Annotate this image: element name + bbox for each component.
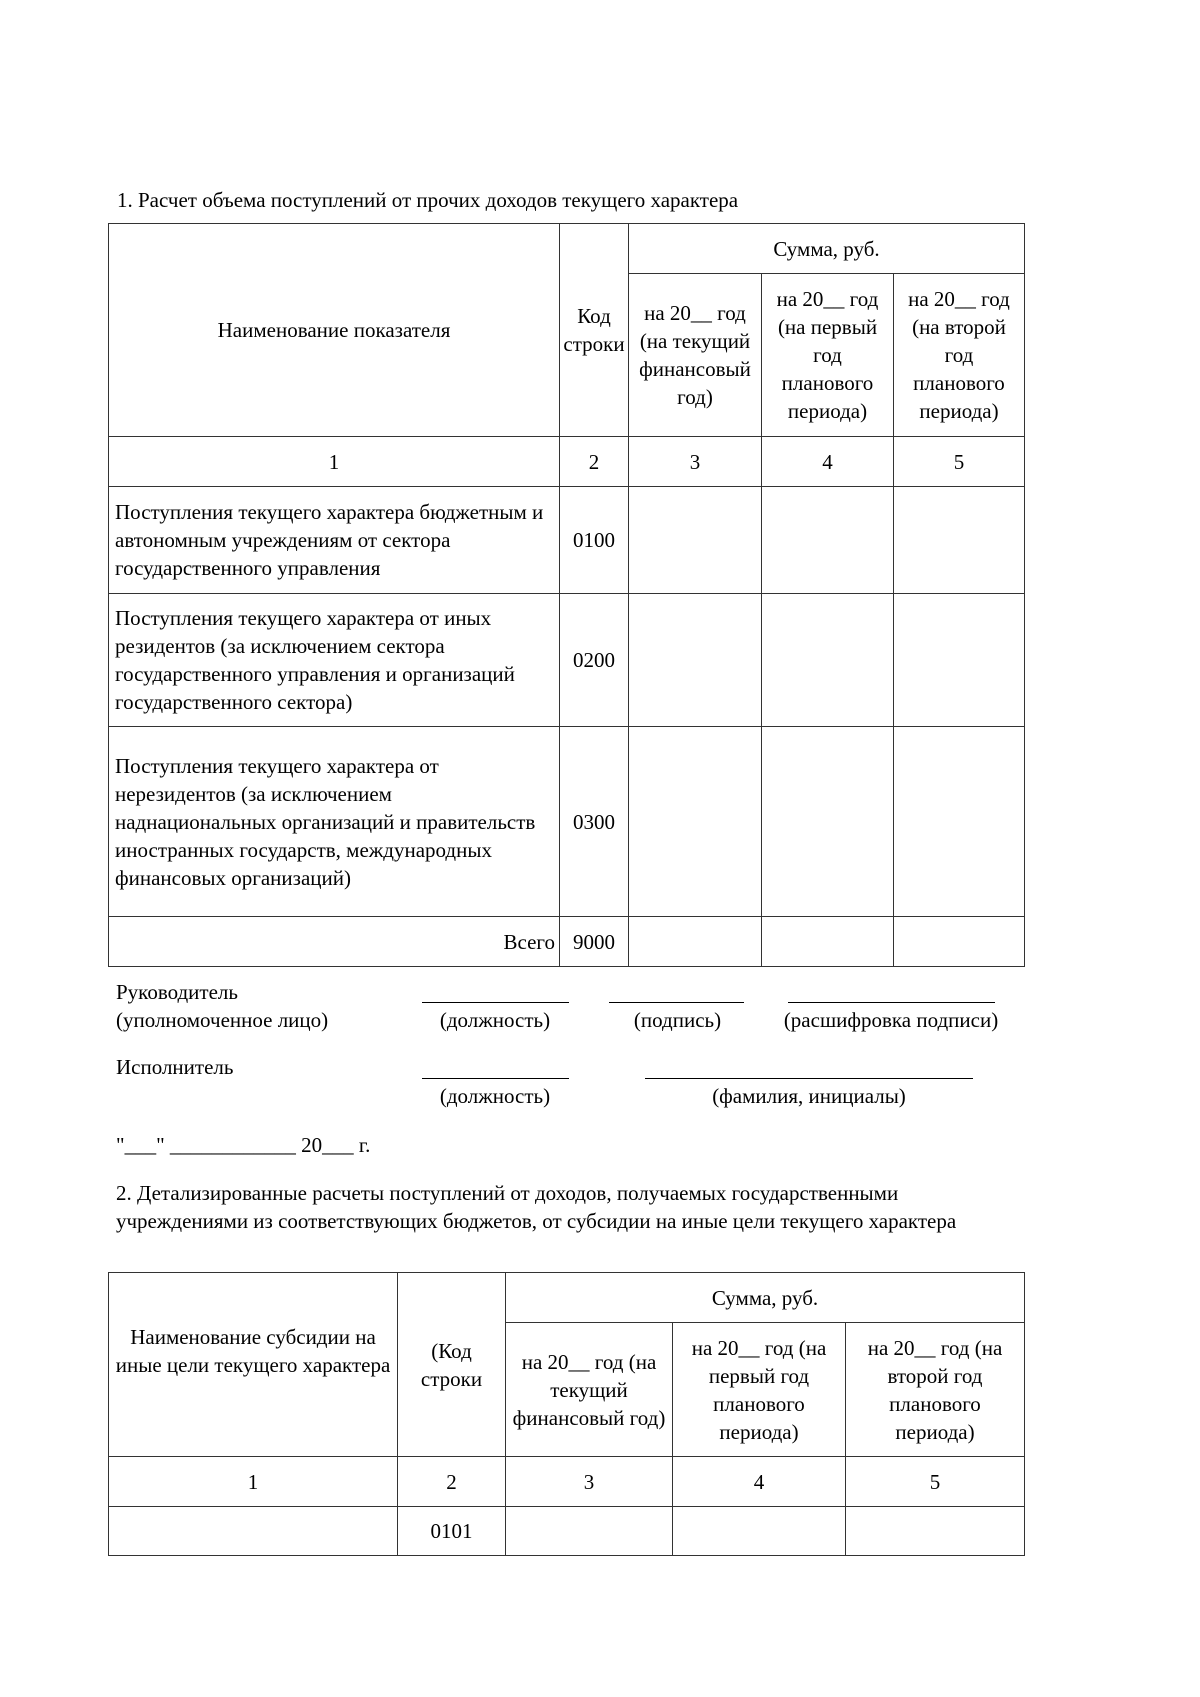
- value-cell[interactable]: [894, 594, 1025, 727]
- decoding-caption: (расшифровка подписи): [783, 1008, 999, 1032]
- header-year-first-plan: на 20__ год (на первый год планового периода): [762, 274, 894, 437]
- column-number: 3: [506, 1457, 673, 1507]
- value-cell[interactable]: [762, 487, 894, 594]
- row-name[interactable]: [109, 1507, 398, 1556]
- position-line[interactable]: [422, 1002, 569, 1003]
- header-year-second-plan: на 20__ год (на второй год планового периода): [846, 1323, 1025, 1457]
- total-code: 9000: [560, 917, 629, 967]
- section2-table: [108, 1272, 1025, 1556]
- value-cell[interactable]: [629, 594, 762, 727]
- header-line-code: (Код строки: [398, 1273, 506, 1457]
- row-name: Поступления текущего характера бюджетным и автономным учреждениям от сектора государственного управления: [109, 487, 560, 594]
- column-number: 2: [560, 437, 629, 487]
- value-cell[interactable]: [629, 487, 762, 594]
- column-number: 5: [894, 437, 1025, 487]
- executor-position-caption: (должность): [439, 1084, 551, 1108]
- name-initials-line[interactable]: [645, 1078, 973, 1079]
- column-number: 3: [629, 437, 762, 487]
- value-cell[interactable]: [762, 917, 894, 967]
- table-row: [109, 487, 1025, 594]
- total-row: [109, 917, 1025, 967]
- value-cell[interactable]: [506, 1507, 673, 1556]
- value-cell[interactable]: [629, 727, 762, 917]
- header-sum: Сумма, руб.: [506, 1273, 1025, 1323]
- value-cell[interactable]: [846, 1507, 1025, 1556]
- date-line[interactable]: "___" ____________ 20___ г.: [116, 1133, 371, 1157]
- column-number: 2: [398, 1457, 506, 1507]
- value-cell[interactable]: [894, 917, 1025, 967]
- value-cell[interactable]: [762, 594, 894, 727]
- value-cell[interactable]: [762, 727, 894, 917]
- header-line-code: Код строки: [560, 224, 629, 437]
- row-code: 0200: [560, 594, 629, 727]
- position-caption: (должность): [439, 1008, 551, 1032]
- header-subsidy-name: Наименование субсидии на иные цели текущего характера: [109, 1273, 398, 1457]
- column-number: 4: [673, 1457, 846, 1507]
- section2-title: 2. Детализированные расчеты поступлений от доходов, получаемых государственными учреждениями из соответствующих бюджетов, от субсидии на иные цели текущего характера: [116, 1181, 957, 1233]
- executor-position-line[interactable]: [422, 1078, 569, 1079]
- value-cell[interactable]: [629, 917, 762, 967]
- section1-table: [108, 223, 1025, 967]
- signature-line[interactable]: [609, 1002, 744, 1003]
- value-cell[interactable]: [894, 727, 1025, 917]
- executor-label: Исполнитель: [116, 1055, 234, 1079]
- decoding-line[interactable]: [788, 1002, 995, 1003]
- row-name: Поступления текущего характера от нерезидентов (за исключением наднациональных организаций и правительств иностранных государств, международных финансовых организаций): [109, 727, 560, 917]
- name-initials-caption: (фамилия, инициалы): [712, 1084, 906, 1108]
- section1-title: 1. Расчет объема поступлений от прочих доходов текущего характера: [117, 188, 739, 212]
- value-cell[interactable]: [673, 1507, 846, 1556]
- head-label-sub: (уполномоченное лицо): [116, 1008, 329, 1032]
- column-number: 4: [762, 437, 894, 487]
- row-code: 0300: [560, 727, 629, 917]
- column-numbers-row: [109, 1457, 1025, 1507]
- row-name: Поступления текущего характера от иных резидентов (за исключением сектора государственного управления и организаций государственного сектора): [109, 594, 560, 727]
- header-indicator-name: Наименование показателя: [109, 224, 560, 437]
- row-code: 0100: [560, 487, 629, 594]
- table-row: [109, 594, 1025, 727]
- column-number: 1: [109, 437, 560, 487]
- header-year-current: на 20__ год (на текущий финансовый год): [629, 274, 762, 437]
- column-number: 5: [846, 1457, 1025, 1507]
- table-row: [109, 1507, 1025, 1556]
- header-year-second-plan: на 20__ год (на второй год планового периода): [894, 274, 1025, 437]
- table-row: [109, 727, 1025, 917]
- column-number: 1: [109, 1457, 398, 1507]
- value-cell[interactable]: [894, 487, 1025, 594]
- column-numbers-row: [109, 437, 1025, 487]
- header-year-current: на 20__ год (на текущий финансовый год): [506, 1323, 673, 1457]
- signature-caption: (подпись): [633, 1008, 722, 1032]
- head-label: Руководитель: [116, 980, 238, 1004]
- header-sum: Сумма, руб.: [629, 224, 1025, 274]
- row-code: 0101: [398, 1507, 506, 1556]
- header-year-first-plan: на 20__ год (на первый год планового периода): [673, 1323, 846, 1457]
- total-label: Всего: [109, 917, 560, 967]
